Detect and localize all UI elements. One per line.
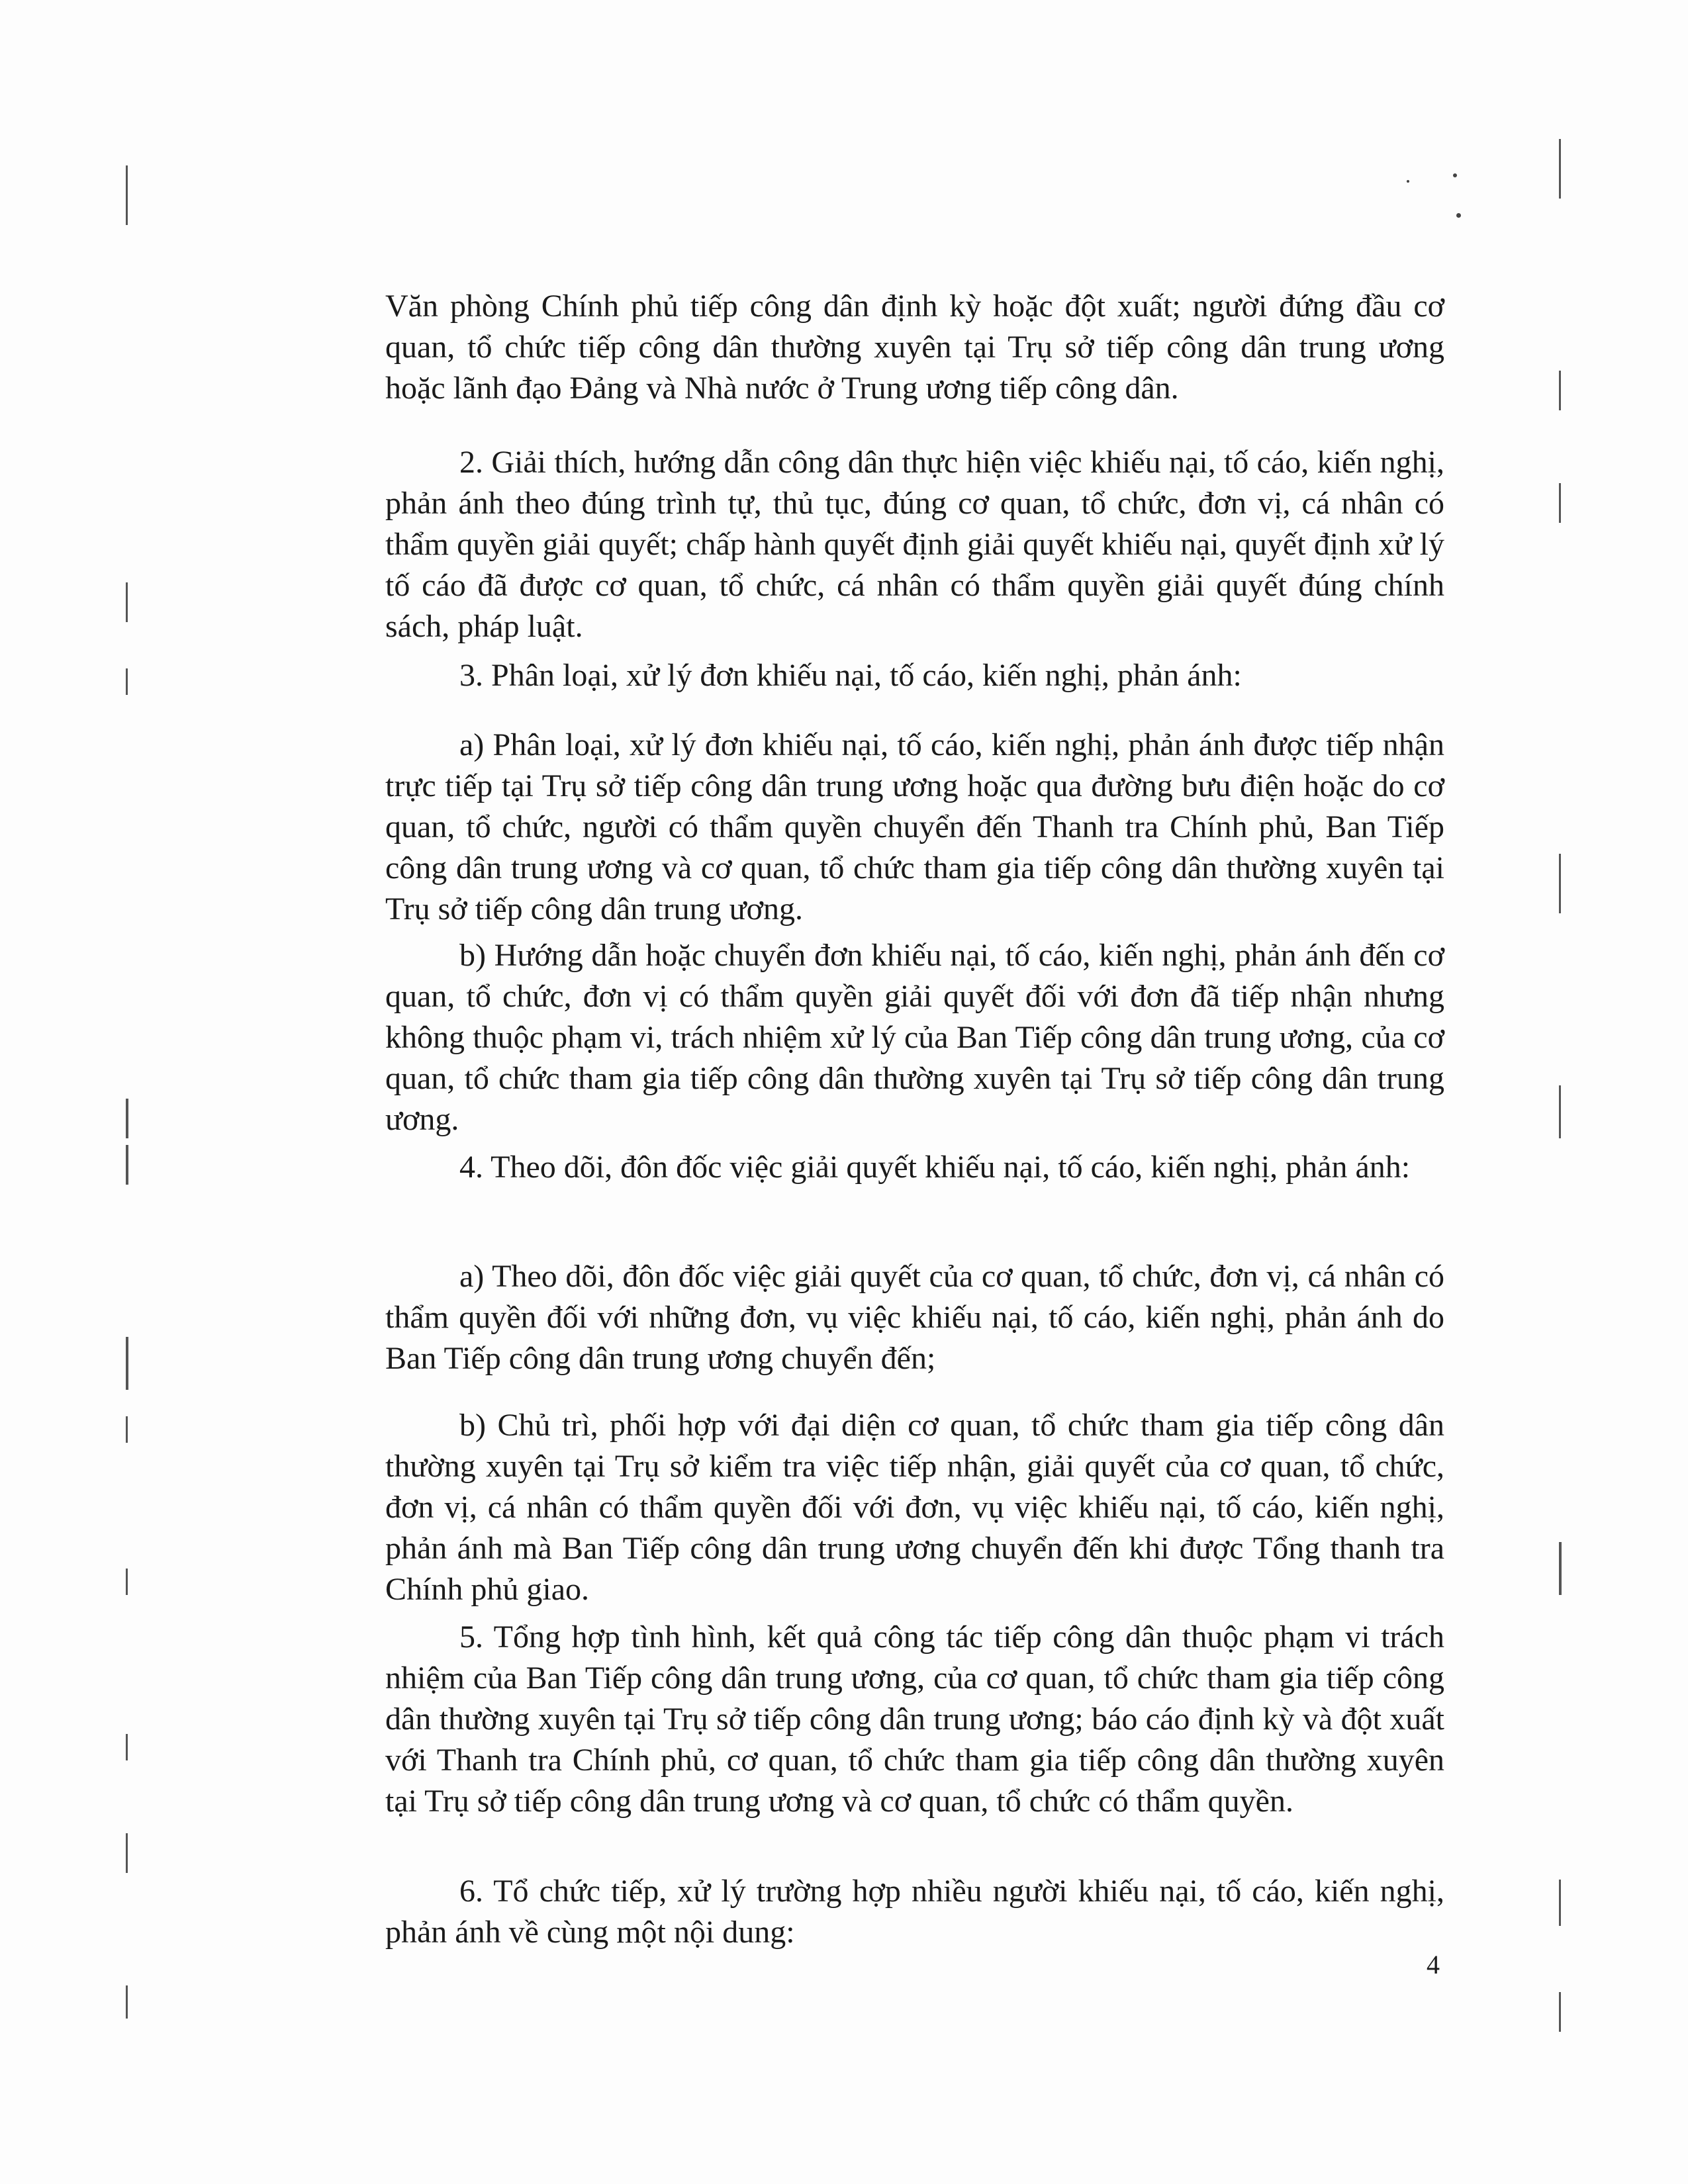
scan-edge-mark-right <box>1559 371 1561 410</box>
scan-edge-mark-left <box>126 1337 128 1390</box>
paragraph-item-3a: a) Phân loại, xử lý đơn khiếu nại, tố cáo, kiến nghị, phản ánh được tiếp nhận trực tiếp tại Trụ sở tiếp công dân trung ương hoặc qua đường bưu điện hoặc do cơ quan, tổ chức, người có thẩm quyền chuyển đến Thanh tra Chính phủ, Ban Tiếp công dân trung ương và cơ quan, tổ chức tham gia tiếp công dân thường xuyên tại Trụ sở tiếp công dân trung ương. <box>385 727 1444 927</box>
scan-speck <box>1407 180 1409 183</box>
scan-edge-mark-right <box>1559 1085 1561 1138</box>
paragraph-item-3b: b) Hướng dẫn hoặc chuyển đơn khiếu nại, tố cáo, kiến nghị, phản ánh đến cơ quan, tổ chức, đơn vị có thẩm quyền giải quyết đối với đơn đã tiếp nhận nhưng không thuộc phạm vi, trách nhiệm xử lý của Ban Tiếp công dân trung ương, của cơ quan, tổ chức tham gia tiếp công dân thường xuyên tại Trụ sở tiếp công dân trung ương. <box>385 938 1444 1137</box>
scan-edge-mark-left <box>126 1833 128 1873</box>
paragraph-continuation: Văn phòng Chính phủ tiếp công dân định kỳ hoặc đột xuất; người đứng đầu cơ quan, tổ chức tiếp công dân thường xuyên tại Trụ sở tiếp công dân trung ương hoặc lãnh đạo Đảng và Nhà nước ở Trung ương tiếp công dân. <box>385 289 1444 406</box>
scan-edge-mark-right <box>1559 1542 1562 1595</box>
paragraph-item-4b: b) Chủ trì, phối hợp với đại diện cơ quan, tổ chức tham gia tiếp công dân thường xuyên tại Trụ sở kiểm tra việc tiếp nhận, giải quyết của cơ quan, tổ chức, đơn vị, cá nhân có thẩm quyền đối với đơn, vụ việc khiếu nại, tố cáo, kiến nghị, phản ánh mà Ban Tiếp công dân trung ương chuyển đến khi được Tổng thanh tra Chính phủ giao. <box>385 1408 1444 1607</box>
scan-edge-mark-left <box>126 1734 128 1760</box>
scan-edge-mark-left <box>126 582 128 622</box>
scan-edge-mark-left <box>126 1416 128 1443</box>
paragraph-item-5: 5. Tổng hợp tình hình, kết quả công tác tiếp công dân thuộc phạm vi trách nhiệm của Ban Tiếp công dân trung ương, của cơ quan, tổ chức tham gia tiếp công dân thường xuyên tại Trụ sở tiếp công dân trung ương; báo cáo định kỳ và đột xuất với Thanh tra Chính phủ, cơ quan, tổ chức tham gia tiếp công dân thường xuyên tại Trụ sở tiếp công dân trung ương và cơ quan, tổ chức có thẩm quyền. <box>385 1619 1444 1819</box>
paragraph-item-2: 2. Giải thích, hướng dẫn công dân thực hiện việc khiếu nại, tố cáo, kiến nghị, phản ánh theo đúng trình tự, thủ tục, đúng cơ quan, tổ chức, đơn vị, cá nhân có thẩm quyền giải quyết; chấp hành quyết định giải quyết khiếu nại, quyết định xử lý tố cáo đã được cơ quan, tổ chức, cá nhân có thẩm quyền giải quyết đúng chính sách, pháp luật. <box>385 445 1444 644</box>
page-number: 4 <box>1427 1950 1440 1979</box>
scan-edge-mark-right <box>1559 1880 1561 1926</box>
paragraph-item-4a: a) Theo dõi, đôn đốc việc giải quyết của cơ quan, tổ chức, đơn vị, cá nhân có thẩm quyền đối với những đơn, vụ việc khiếu nại, tố cáo, kiến nghị, phản ánh do Ban Tiếp công dân trung ương chuyển đến; <box>385 1259 1444 1376</box>
scan-edge-mark-left <box>126 1145 128 1185</box>
paragraph-item-6: 6. Tổ chức tiếp, xử lý trường hợp nhiều người khiếu nại, tố cáo, kiến nghị, phản ánh về cùng một nội dung: <box>385 1874 1444 1950</box>
scan-edge-mark-right <box>1559 1992 1561 2032</box>
scan-edge-mark-left <box>126 668 128 695</box>
scan-edge-mark-right <box>1559 854 1561 913</box>
paragraph-item-3: 3. Phân loại, xử lý đơn khiếu nại, tố cáo, kiến nghị, phản ánh: <box>459 658 1242 693</box>
scan-edge-mark-right <box>1559 483 1561 523</box>
scan-edge-mark-left <box>126 1569 128 1595</box>
scan-edge-mark-left <box>126 1099 128 1138</box>
scan-edge-mark-left <box>126 165 128 225</box>
paragraph-item-4: 4. Theo dõi, đôn đốc việc giải quyết khiếu nại, tố cáo, kiến nghị, phản ánh: <box>459 1150 1411 1185</box>
scan-speck <box>1456 213 1461 218</box>
scan-edge-mark-right <box>1559 139 1561 199</box>
scan-speck <box>1453 173 1457 177</box>
scan-edge-mark-left <box>126 1985 128 2019</box>
